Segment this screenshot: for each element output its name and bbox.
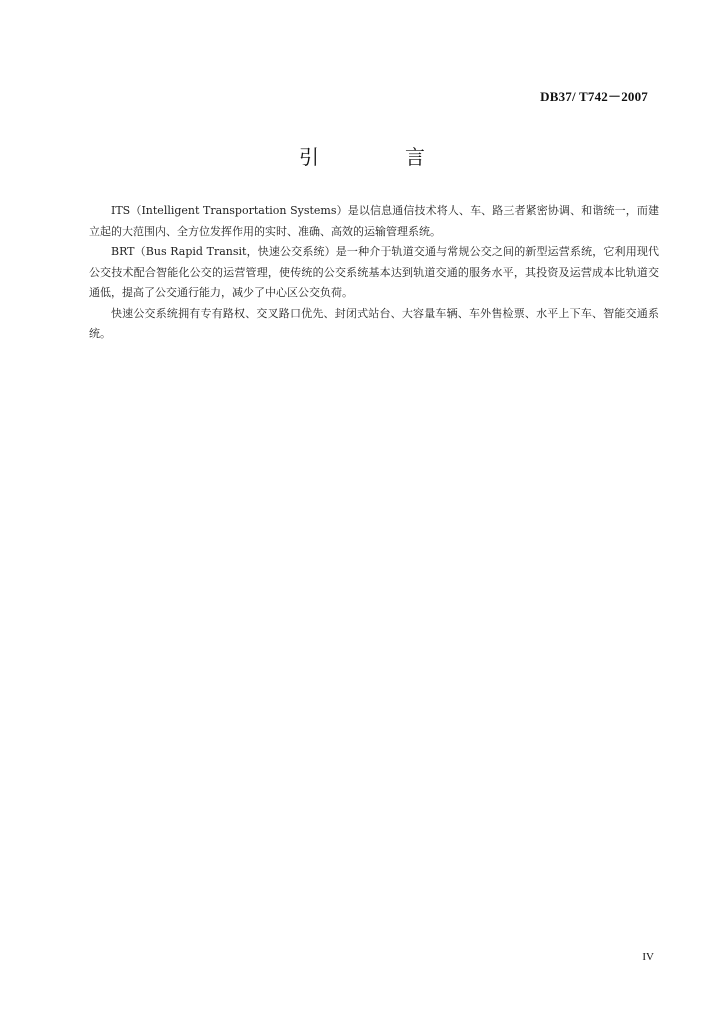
page-number: IV bbox=[642, 951, 654, 963]
paragraph-brt-features: 快速公交系统拥有专有路权、交叉路口优先、封闭式站台、大容量车辆、车外售检票、水平上下车、智能交通系统。 bbox=[89, 306, 659, 340]
page-title: 引 言 bbox=[299, 145, 458, 169]
paragraph-its: ITS（Intelligent Transportation Systems）是以信息通信技术将人、车、路三者紧密协调、和谐统一，而建立起的大范围内、全方位发挥作用的实时、准确、高效的运输管理系统。 bbox=[89, 204, 659, 238]
introduction-body bbox=[89, 201, 659, 345]
standard-code: DB37/ T742－2007 bbox=[540, 89, 648, 104]
paragraph-brt: BRT（Bus Rapid Transit，快速公交系统）是一种介于轨道交通与常规公交之间的新型运营系统，它利用现代公交技术配合智能化公交的运营管理，使传统的公交系统基本达到轨道交通的服务水平，其投资及运营成本比轨道交通低，提高了公交通行能力，减少了中心区公交负荷。 bbox=[89, 245, 659, 299]
